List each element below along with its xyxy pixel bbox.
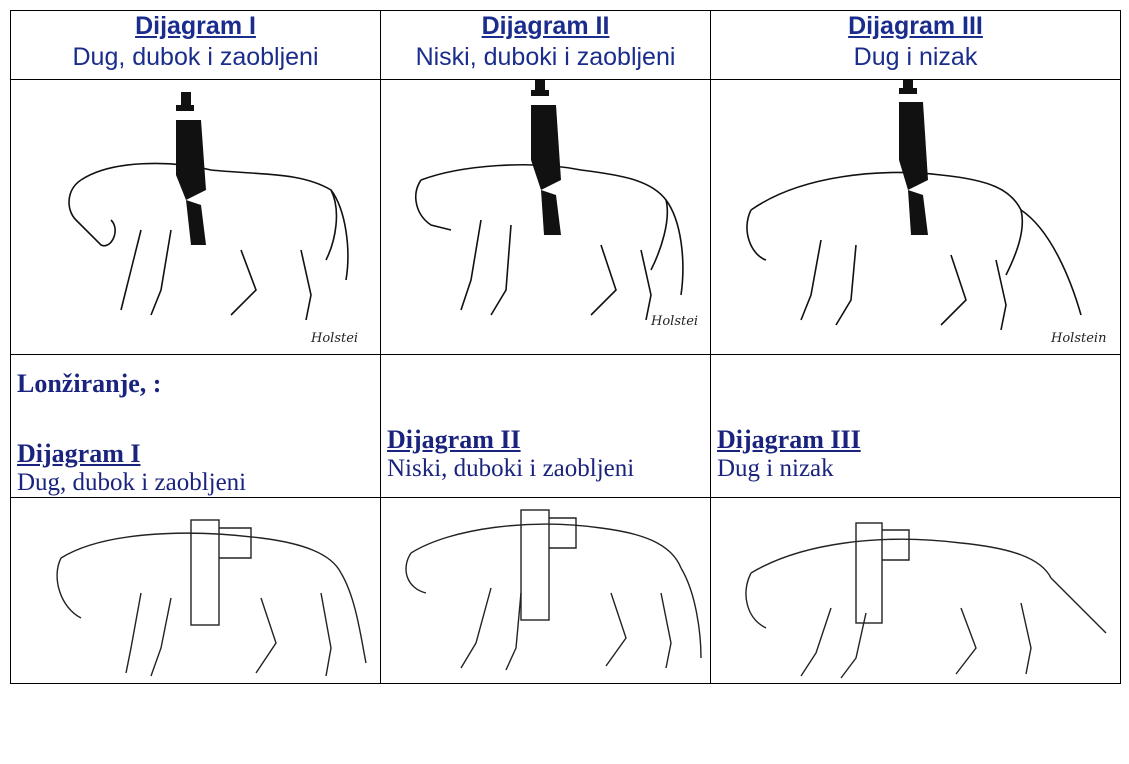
rider-sketch-cell-1 <box>11 80 381 355</box>
diagram-title-link[interactable]: Dijagram III <box>717 425 861 454</box>
rider-sketch-cell-3 <box>711 80 1121 355</box>
header-cell-1 <box>11 11 381 80</box>
horse-rider-sketch-1 <box>11 80 381 354</box>
lunging-label-row <box>11 355 1121 498</box>
lunging-cell-3 <box>711 355 1121 498</box>
lunging-image-row <box>11 498 1121 684</box>
diagram-subtitle: Dug i nizak <box>717 455 834 482</box>
lunging-sketch-cell-3 <box>711 498 1121 684</box>
artist-signature: Holstein <box>1051 331 1107 346</box>
lunging-sketch-cell-1 <box>11 498 381 684</box>
horse-rider-sketch-3 <box>711 80 1121 354</box>
lunging-sketch-cell-2 <box>381 498 711 684</box>
lunging-horse-sketch-2 <box>381 498 711 683</box>
diagram-title-link[interactable]: Dijagram III <box>848 12 983 40</box>
header-cell-3 <box>711 11 1121 80</box>
lunging-horse-sketch-1 <box>11 498 381 683</box>
diagram-subtitle: Niski, duboki i zaobljeni <box>415 43 676 71</box>
diagram-title-link[interactable]: Dijagram II <box>387 425 521 454</box>
diagram-table <box>10 10 1121 684</box>
horse-rider-sketch-2 <box>381 80 711 354</box>
artist-signature: Holstei <box>651 314 699 329</box>
rider-sketch-cell-2 <box>381 80 711 355</box>
lunging-cell-2 <box>381 355 711 498</box>
lunging-horse-sketch-3 <box>711 498 1121 683</box>
diagram-subtitle: Dug i nizak <box>853 43 978 71</box>
diagram-subtitle: Dug, dubok i zaobljeni <box>17 469 247 496</box>
header-row <box>11 11 1121 80</box>
diagram-subtitle: Dug, dubok i zaobljeni <box>72 43 319 71</box>
lunging-cell-1 <box>11 355 381 498</box>
artist-signature: Holstei <box>311 331 359 346</box>
section-label: Lonžiranje, : <box>17 369 162 398</box>
diagram-subtitle: Niski, duboki i zaobljeni <box>387 455 635 482</box>
diagram-title-link[interactable]: Dijagram I <box>135 12 256 40</box>
diagram-title-link[interactable]: Dijagram I <box>17 439 141 468</box>
diagram-title-link[interactable]: Dijagram II <box>481 12 610 40</box>
rider-image-row <box>11 80 1121 355</box>
header-cell-2 <box>381 11 711 80</box>
